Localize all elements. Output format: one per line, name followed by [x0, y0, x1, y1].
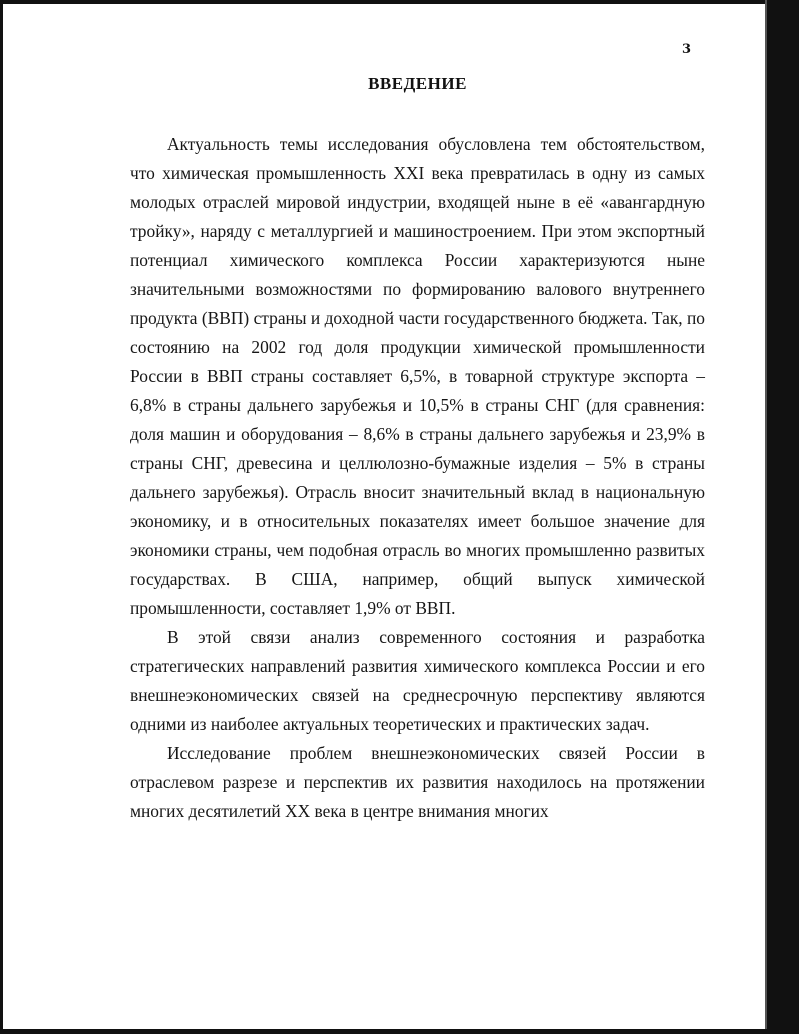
scan-border-bottom [0, 1029, 799, 1034]
page-number: 3 [682, 42, 692, 57]
paragraph-significance: В этой связи анализ современного состояния и разработка стратегических направлений развития химического комплекса России и его внешнеэкономических связей на среднесрочную перспективу являются одними из наиболее актуальных теоретических и практических задач. [130, 627, 705, 734]
paragraph-research: Исследование проблем внешнеэкономических связей России в отраслевом разрезе и перспектив их развития находилось на протяжении многих десятилетий XX века в центре внимания многих [130, 743, 705, 821]
scan-border-top [0, 0, 799, 4]
scan-border-right [767, 0, 799, 1034]
scan-border-left [0, 0, 3, 1034]
page-title: ВВЕДЕНИЕ [368, 74, 467, 93]
paragraph-relevance: Актуальность темы исследования обусловлена тем обстоятельством, что химическая промышленность XXI века превратилась в одну из самых молодых отраслей мировой индустрии, входящей ныне в её «авангардную тройку», наряду с металлургией и машиностроением. При этом экспортный потенциал химического комплекса России характеризуются ныне значительными возможностями по формированию валового внутреннего продукта (ВВП) страны и доходной части государственного бюджета. Так, по состоянию на 2002 год доля продукции химической промышленности России в ВВП страны составляет 6,5%, в товарной структуре экспорта – 6,8% в страны дальнего зарубежья и 10,5% в страны СНГ (для сравнения: доля машин и оборудования – 8,6% в страны дальнего зарубежья и 23,9% в страны СНГ, древесина и целлюлозно-бумажные изделия – 5% в страны дальнего зарубежья). Отрасль вносит значительный вклад в национальную экономику, и в относительных показателях имеет большое значение для экономики страны, чем подобная отрасль во многих промышленно развитых государствах. В США, например, общий выпуск химической промышленности, составляет 1,9% от ВВП. [130, 134, 705, 618]
body-text [130, 130, 705, 826]
